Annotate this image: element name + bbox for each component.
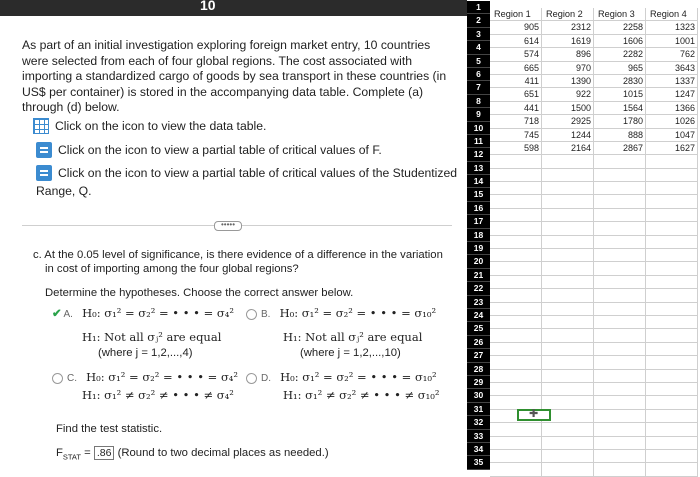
radio-button[interactable]	[52, 373, 63, 384]
grid-cell[interactable]	[594, 343, 646, 356]
grid-cell[interactable]	[594, 249, 646, 262]
row-number[interactable]: 2	[467, 14, 490, 27]
grid-cell[interactable]	[594, 383, 646, 396]
row-number[interactable]: 18	[467, 229, 490, 242]
grid-cell[interactable]: 651	[490, 88, 542, 101]
table-row	[490, 423, 698, 436]
table-row	[490, 303, 698, 316]
grid-cell[interactable]	[490, 329, 542, 342]
row-number[interactable]: 10	[467, 122, 490, 135]
row-number[interactable]: 30	[467, 389, 490, 402]
grid-cell[interactable]	[490, 155, 542, 168]
grid-cell[interactable]	[490, 437, 542, 450]
grid-cell[interactable]	[646, 437, 698, 450]
option-c[interactable]	[52, 370, 238, 386]
grid-cell[interactable]	[594, 209, 646, 222]
row-number[interactable]: 12	[467, 148, 490, 161]
grid-cell[interactable]	[646, 262, 698, 275]
grid-cell[interactable]	[646, 155, 698, 168]
table-row	[490, 289, 698, 302]
grid-cell[interactable]	[490, 169, 542, 182]
grid-cell[interactable]	[490, 222, 542, 235]
table-row	[490, 276, 698, 289]
grid-cell[interactable]	[542, 437, 594, 450]
grid-cell[interactable]	[542, 423, 594, 436]
table-row	[490, 21, 698, 34]
grid-cell[interactable]: 1627	[646, 142, 698, 155]
grid-cell[interactable]	[542, 450, 594, 463]
grid-cell[interactable]	[542, 209, 594, 222]
grid-cell[interactable]: 2925	[542, 115, 594, 128]
grid-cell[interactable]	[646, 276, 698, 289]
grid-cell[interactable]	[594, 182, 646, 195]
table-row	[490, 35, 698, 48]
grid-cell[interactable]	[594, 222, 646, 235]
fstat-row	[56, 446, 329, 464]
grid-cell[interactable]	[490, 195, 542, 208]
table-row	[490, 383, 698, 396]
grid-cell[interactable]	[490, 262, 542, 275]
grid-cell[interactable]	[542, 370, 594, 383]
grid-cell[interactable]	[594, 396, 646, 409]
grid-cell[interactable]	[542, 195, 594, 208]
grid-cell[interactable]	[646, 450, 698, 463]
option-b[interactable]	[246, 306, 436, 322]
grid-cell[interactable]	[646, 316, 698, 329]
grid-cell[interactable]: 441	[490, 102, 542, 115]
hypotheses-prompt: Determine the hypotheses. Choose the correct answer below.	[45, 287, 354, 299]
table-row	[490, 343, 698, 356]
grid-cell[interactable]	[490, 249, 542, 262]
grid-cell[interactable]	[542, 303, 594, 316]
grid-cell[interactable]	[646, 182, 698, 195]
grid-cell[interactable]: 970	[542, 62, 594, 75]
table-row	[490, 155, 698, 168]
checkmark-icon: ✔	[52, 308, 62, 320]
table-row	[490, 115, 698, 128]
row-number[interactable]: 19	[467, 242, 490, 255]
row-number[interactable]: 33	[467, 430, 490, 443]
grid-cell[interactable]	[542, 182, 594, 195]
column-header-cell[interactable]: Region 4	[646, 8, 698, 21]
table-row	[490, 48, 698, 61]
cell-cursor-icon: ✚	[529, 408, 539, 420]
row-number[interactable]: 28	[467, 363, 490, 376]
row-number[interactable]: 16	[467, 202, 490, 215]
grid-cell[interactable]: 3643	[646, 62, 698, 75]
option-a-h0: H₀: σ₁² = σ₂² = • • • = σ₄²	[82, 306, 234, 320]
part-c-question-line1: c. At the 0.05 level of significance, is there evidence of a difference in the variation	[33, 249, 443, 261]
grid-cell[interactable]: 888	[594, 129, 646, 142]
row-number[interactable]: 21	[467, 269, 490, 282]
grid-cell[interactable]: 1244	[542, 129, 594, 142]
table-row	[490, 62, 698, 75]
grid-cell[interactable]: 1001	[646, 35, 698, 48]
table-row	[490, 236, 698, 249]
grid-cell[interactable]	[542, 236, 594, 249]
grid-cell[interactable]: 2282	[594, 48, 646, 61]
q-table-link[interactable]	[36, 165, 457, 181]
grid-cell[interactable]: 718	[490, 115, 542, 128]
column-header-cell[interactable]: Region 1	[490, 8, 542, 21]
grid-cell[interactable]	[542, 396, 594, 409]
grid-cell[interactable]	[542, 343, 594, 356]
grid-cell[interactable]	[646, 423, 698, 436]
data-table-link[interactable]	[33, 118, 266, 134]
row-number[interactable]: 32	[467, 416, 490, 429]
table-row	[490, 88, 698, 101]
row-number[interactable]: 15	[467, 188, 490, 201]
grid-cell[interactable]	[594, 410, 646, 423]
grid-cell[interactable]	[594, 236, 646, 249]
table-row	[490, 329, 698, 342]
grid-cell[interactable]	[542, 222, 594, 235]
option-c-h1: H₁: σ₁² ≠ σ₂² ≠ • • • ≠ σ₄²	[82, 388, 234, 402]
grid-cell[interactable]: 2312	[542, 21, 594, 34]
grid-cell[interactable]: 411	[490, 75, 542, 88]
grid-cell[interactable]: 1366	[646, 102, 698, 115]
row-number[interactable]: 9	[467, 108, 490, 121]
grid-cell[interactable]	[542, 155, 594, 168]
intro-text: As part of an initial investigation exploring foreign market entry, 10 countries were selected from each of four global regions. The cost associated with importing a standardized cargo of goods by sea transport in these countries (in US$ per container) is stored in the accompanying data table. Complete (a) through (d) below.	[22, 38, 447, 115]
grid-cell[interactable]	[646, 396, 698, 409]
grid-cell[interactable]	[594, 289, 646, 302]
fstat-equals: =	[84, 447, 91, 459]
expand-ellipsis-button[interactable]: •••••	[214, 221, 242, 231]
grid-cell[interactable]	[594, 195, 646, 208]
question-header-bar	[0, 0, 467, 16]
grid-cell[interactable]	[490, 343, 542, 356]
document-icon[interactable]	[36, 165, 52, 181]
fstat-rounding-note: (Round to two decimal places as needed.)	[117, 447, 329, 459]
grid-cell[interactable]: 1606	[594, 35, 646, 48]
option-a-h1-where: (where j = 1,2,...,4)	[98, 347, 193, 359]
part-c-question-line2: in cost of importing among the four global regions?	[45, 263, 299, 275]
question-number: 10	[200, 0, 216, 13]
grid-cell[interactable]: 1564	[594, 102, 646, 115]
option-b-h1-where: (where j = 1,2,...,10)	[300, 347, 401, 359]
grid-cell[interactable]	[490, 370, 542, 383]
row-number[interactable]: 3	[467, 28, 490, 41]
grid-cell[interactable]	[490, 276, 542, 289]
table-row	[490, 262, 698, 275]
grid-cell[interactable]: 922	[542, 88, 594, 101]
row-number[interactable]: 7	[467, 81, 490, 94]
grid-cell[interactable]	[646, 463, 698, 476]
q-table-link-text-cont[interactable]: Range, Q.	[36, 184, 92, 198]
grid-cell[interactable]: 665	[490, 62, 542, 75]
grid-cell[interactable]: 2867	[594, 142, 646, 155]
row-number[interactable]: 31	[467, 403, 490, 416]
grid-cell[interactable]	[490, 209, 542, 222]
grid-cell[interactable]	[594, 303, 646, 316]
column-header-cell[interactable]: Region 2	[542, 8, 594, 21]
grid-cell[interactable]: 1015	[594, 88, 646, 101]
grid-cell[interactable]	[490, 383, 542, 396]
row-number[interactable]: 26	[467, 336, 490, 349]
f-table-link-text[interactable]: Click on the icon to view a partial table of critical values of F.	[58, 143, 382, 157]
grid-cell[interactable]	[594, 169, 646, 182]
row-number[interactable]: 11	[467, 135, 490, 148]
row-number[interactable]: 4	[467, 41, 490, 54]
row-number[interactable]: 8	[467, 95, 490, 108]
row-number[interactable]: 22	[467, 282, 490, 295]
grid-cell[interactable]	[490, 356, 542, 369]
column-header-cell[interactable]: Region 3	[594, 8, 646, 21]
table-row	[490, 437, 698, 450]
grid-cell[interactable]	[594, 356, 646, 369]
grid-cell[interactable]: 598	[490, 142, 542, 155]
grid-cell[interactable]	[646, 410, 698, 423]
option-c-letter: C.	[67, 373, 77, 384]
grid-cell[interactable]	[542, 249, 594, 262]
grid-cell[interactable]	[646, 383, 698, 396]
grid-cell[interactable]	[594, 423, 646, 436]
grid-cell[interactable]: 1026	[646, 115, 698, 128]
option-a[interactable]	[52, 306, 234, 322]
grid-cell[interactable]	[646, 343, 698, 356]
grid-cell[interactable]	[542, 276, 594, 289]
row-number[interactable]: 20	[467, 255, 490, 268]
grid-cell[interactable]: 905	[490, 21, 542, 34]
fstat-input[interactable]: .86	[94, 446, 115, 460]
grid-cell[interactable]	[542, 356, 594, 369]
grid-cell[interactable]: 1780	[594, 115, 646, 128]
fstat-label: F	[56, 447, 63, 459]
grid-cell[interactable]	[646, 236, 698, 249]
grid-cell[interactable]: 896	[542, 48, 594, 61]
grid-cell[interactable]	[646, 303, 698, 316]
row-number[interactable]: 34	[467, 443, 490, 456]
grid-cell[interactable]	[490, 182, 542, 195]
grid-cell[interactable]	[646, 329, 698, 342]
grid-cell[interactable]	[490, 423, 542, 436]
grid-cell[interactable]	[594, 370, 646, 383]
option-c-h0: H₀: σ₁² = σ₂² = • • • = σ₄²	[86, 370, 239, 384]
grid-cell[interactable]: 2258	[594, 21, 646, 34]
option-a-h1: H₁: Not all σⱼ² are equal	[82, 330, 222, 344]
grid-cell[interactable]	[646, 289, 698, 302]
grid-cell[interactable]	[542, 329, 594, 342]
selected-cell[interactable]	[517, 409, 551, 421]
option-b-h1: H₁: Not all σⱼ² are equal	[283, 330, 423, 344]
grid-cell[interactable]: 1247	[646, 88, 698, 101]
grid-cell[interactable]	[490, 289, 542, 302]
row-number[interactable]: 29	[467, 376, 490, 389]
grid-cell[interactable]: 614	[490, 35, 542, 48]
grid-cell[interactable]: 1047	[646, 129, 698, 142]
grid-cell[interactable]	[646, 209, 698, 222]
row-number[interactable]: 35	[467, 456, 490, 469]
table-row	[490, 209, 698, 222]
row-number[interactable]: 25	[467, 322, 490, 335]
table-row	[490, 75, 698, 88]
grid-cell[interactable]	[490, 303, 542, 316]
data-table-link-text[interactable]: Click on the icon to view the data table.	[55, 119, 267, 133]
q-table-link-text[interactable]: Click on the icon to view a partial table of critical values of the Studentized	[58, 166, 458, 180]
document-icon[interactable]	[36, 142, 52, 158]
grid-cell[interactable]: 2830	[594, 75, 646, 88]
table-row	[490, 316, 698, 329]
grid-cell[interactable]	[594, 329, 646, 342]
grid-cell[interactable]	[594, 276, 646, 289]
fstat-subscript: STAT	[62, 452, 81, 462]
q-table-link-cont[interactable]	[36, 184, 92, 198]
grid-cell[interactable]	[646, 249, 698, 262]
part-c-question	[33, 248, 453, 276]
table-row	[490, 142, 698, 155]
radio-button[interactable]	[246, 309, 257, 320]
row-number[interactable]: 17	[467, 215, 490, 228]
grid-cell[interactable]	[646, 195, 698, 208]
row-number[interactable]: 5	[467, 55, 490, 68]
table-row	[490, 356, 698, 369]
grid-cell[interactable]	[490, 450, 542, 463]
grid-cell[interactable]: 1619	[542, 35, 594, 48]
option-a-letter: A.	[63, 309, 73, 320]
grid-cell[interactable]	[542, 289, 594, 302]
row-numbers	[467, 1, 490, 470]
table-icon[interactable]	[33, 118, 49, 134]
option-d-letter: D.	[261, 373, 271, 384]
spreadsheet[interactable]	[467, 0, 700, 471]
grid-cell[interactable]	[594, 262, 646, 275]
grid-cell[interactable]: 1390	[542, 75, 594, 88]
grid-cell[interactable]	[542, 463, 594, 476]
table-row	[490, 370, 698, 383]
grid-cell[interactable]	[594, 316, 646, 329]
grid-cell[interactable]	[646, 370, 698, 383]
grid-cell[interactable]: 2164	[542, 142, 594, 155]
grid-cell[interactable]	[542, 262, 594, 275]
grid-cell[interactable]	[490, 463, 542, 476]
grid-cell[interactable]	[594, 155, 646, 168]
option-b-h0: H₀: σ₁² = σ₂² = • • • = σ₁₀²	[279, 306, 437, 320]
grid-cell[interactable]	[594, 437, 646, 450]
grid-cell[interactable]: 745	[490, 129, 542, 142]
grid-cell[interactable]	[594, 450, 646, 463]
table-row	[490, 396, 698, 409]
row-number[interactable]: 23	[467, 296, 490, 309]
row-number[interactable]: 27	[467, 349, 490, 362]
grid-cell[interactable]: 574	[490, 48, 542, 61]
grid-cell[interactable]	[646, 169, 698, 182]
grid-cell[interactable]	[542, 169, 594, 182]
grid-cell[interactable]: 965	[594, 62, 646, 75]
row-number[interactable]: 13	[467, 162, 490, 175]
table-row	[490, 195, 698, 208]
table-row	[490, 102, 698, 115]
table-row	[490, 222, 698, 235]
grid-cell[interactable]	[490, 316, 542, 329]
grid-cell[interactable]: 1337	[646, 75, 698, 88]
grid-cell[interactable]	[490, 236, 542, 249]
table-row	[490, 169, 698, 182]
f-table-link[interactable]	[36, 142, 382, 158]
option-b-letter: B.	[261, 309, 271, 320]
grid-cell[interactable]	[646, 222, 698, 235]
find-test-statistic: Find the test statistic.	[56, 423, 163, 435]
table-row	[490, 182, 698, 195]
grid-cell[interactable]: 762	[646, 48, 698, 61]
grid-cell[interactable]	[542, 316, 594, 329]
row-number[interactable]: 14	[467, 175, 490, 188]
row-number[interactable]: 6	[467, 68, 490, 81]
table-row	[490, 249, 698, 262]
row-number[interactable]: 24	[467, 309, 490, 322]
option-d-h0: H₀: σ₁² = σ₂² = • • • = σ₁₀²	[280, 370, 437, 384]
grid-cell[interactable]	[594, 463, 646, 476]
header-row	[490, 8, 698, 21]
grid-cell[interactable]: 1500	[542, 102, 594, 115]
grid-cell[interactable]	[542, 383, 594, 396]
table-row	[490, 129, 698, 142]
table-row	[490, 450, 698, 463]
data-grid[interactable]	[490, 8, 698, 477]
grid-cell[interactable]: 1323	[646, 21, 698, 34]
option-d-h1: H₁: σ₁² ≠ σ₂² ≠ • • • ≠ σ₁₀²	[283, 388, 440, 402]
row-number[interactable]: 1	[467, 1, 490, 14]
radio-button[interactable]	[246, 373, 257, 384]
option-d[interactable]	[246, 370, 437, 386]
table-row	[490, 463, 698, 476]
grid-cell[interactable]	[646, 356, 698, 369]
